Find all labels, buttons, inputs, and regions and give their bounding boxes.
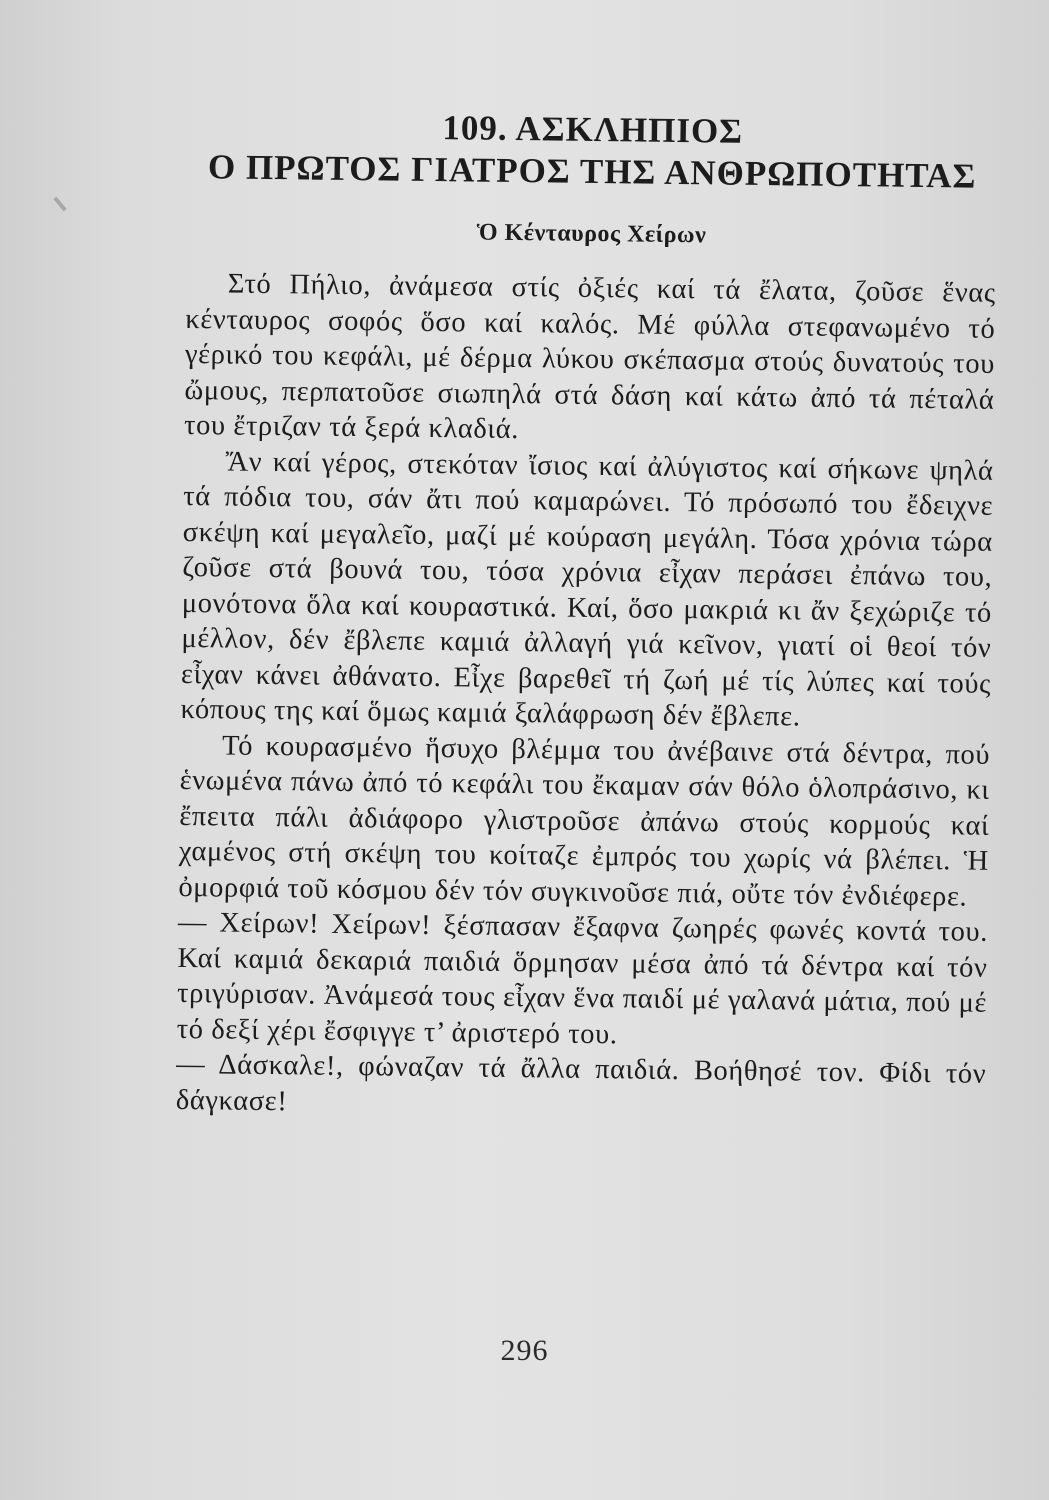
dialogue-paragraph: — Χείρων! Χείρων! ξέσπασαν ἔξαφνα ζωηρές φωνές κοντά του. Καί καμιά δεκαριά παιδιά ὅρμησαν μέσα ἀπό τά δέντρα καί τόν τριγύρισαν. Ἀνάμεσά τους εἶχαν ἕνα παιδί μέ γαλανά μάτια, πού μέ τό δεξί χέρι ἔσφιγγε τ’ ἀριστερό του.: [176, 906, 989, 1050]
paragraph: Ἄν καί γέρος, στεκόταν ἴσιος καί ἀλύγιστος καί σήκωνε ψηλά τά πόδια του, σάν ἄτι πού καμαρώνει. Τό πρόσωπό του ἔδειχνε σκέψη καί μεγαλεῖο, μαζί μέ κούραση μεγάλη. Τόσα χρόνια τώρα ζοῦσε στά βουνά του, τόσα χρόνια εἶχαν περάσει ἐπάνω του, μονότονα ὅλα καί κουραστικά. Καί, ὅσο μακριά κι ἄν ξεχώριζε τό μέλλον, δέν ἔβλεπε καμιά ἀλλαγή γιά κεῖνον, γιατί οἱ θεοί τόν εἶχαν κάνει ἀθάνατο. Εἶχε βαρεθεῖ τή ζωή μέ τίς λύπες καί τούς κόπους της καί ὅμως καμιά ξαλάφρωση δέν ἔβλεπε.: [180, 445, 994, 733]
chapter-title: Ο ΠΡΩΤΟΣ ΓΙΑΤΡΟΣ ΤΗΣ ΑΝΘΡΩΠΟΤΗΤΑΣ: [207, 147, 977, 196]
page-number: 296: [500, 1334, 549, 1367]
page-content: [176, 104, 998, 1128]
section-title: Ὁ Κένταυρος Χείρων: [476, 219, 707, 249]
paragraph: Τό κουρασμένο ἥσυχο βλέμμα του ἀνέβαινε στά δέντρα, πού ἑνωμένα πάνω ἀπό τό κεφάλι του ἔκαμαν σάν θόλο ὁλοπράσινο, κι ἔπειτα πάλι ἀδιάφορο γλιστροῦσε ἀπάνω στούς κορμούς καί χαμένος στή σκέψη του κοίταζε ἐμπρός του χωρίς νά βλέπει. Ἡ ὀμορφιά τοῦ κόσμου δέν τόν συγκινοῦσε πιά, οὔτε τόν ἐνδιέφερε.: [178, 729, 991, 913]
scan-mark: [53, 197, 66, 212]
chapter-number: 109. ΑΣΚΛΗΠΙΟΣ: [442, 108, 744, 151]
paragraph: Στό Πήλιο, ἀνάμεσα στίς ὀξιές καί τά ἔλατα, ζοῦσε ἕνας κένταυρος σοφός ὅσο καί καλός. Μέ φύλλα στεφανωμένο τό γέρικό του κεφάλι, μέ δέρμα λύκου σκέπασμα στούς δυνατούς του ὤμους, περπατοῦσε σιωπηλά στά δάση καί κάτω ἀπό τά πέταλά του ἔτριζαν τά ξερά κλαδιά.: [183, 268, 996, 446]
dialogue-paragraph: — Δάσκαλε!, φώναζαν τά ἄλλα παιδιά. Βοήθησέ τον. Φίδι τόν δάγκασε!: [175, 1048, 987, 1117]
